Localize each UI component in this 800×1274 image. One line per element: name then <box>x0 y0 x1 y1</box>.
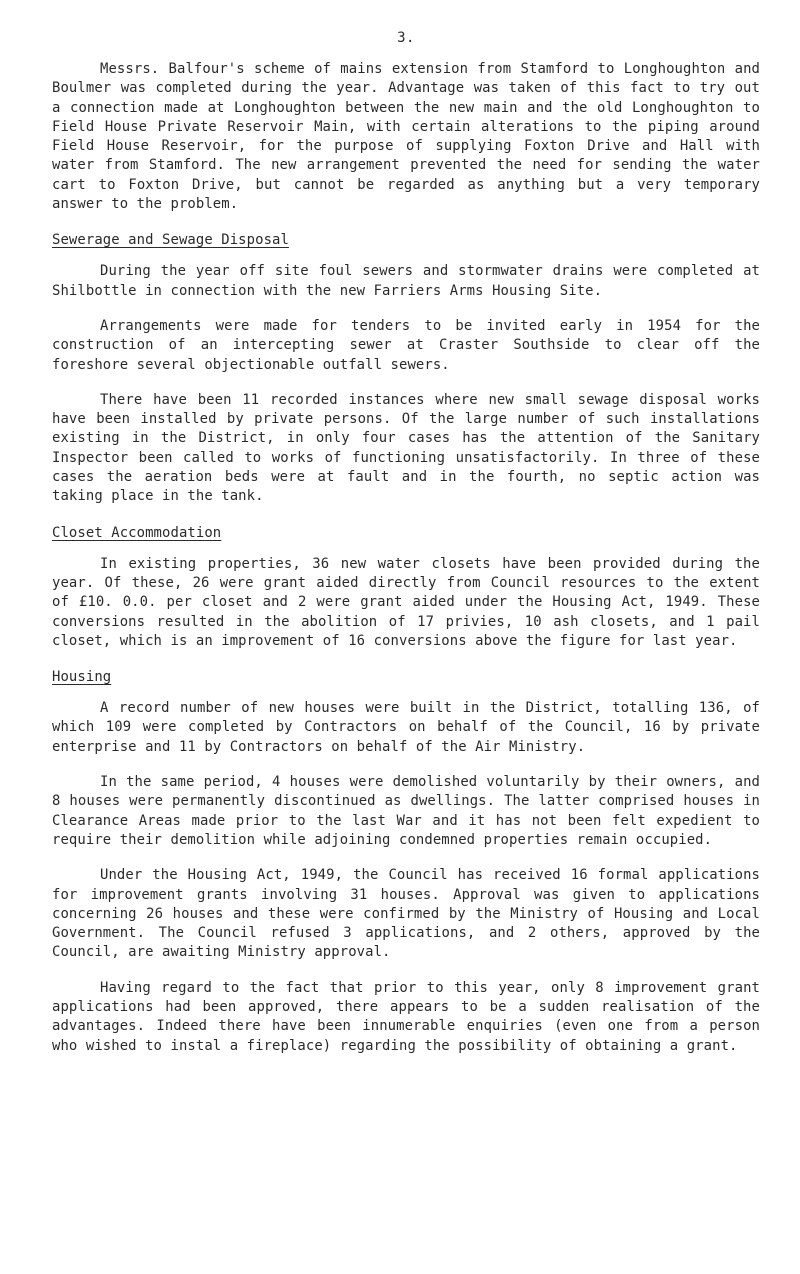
intro-paragraph-mains-extension: Messrs. Balfour's scheme of mains extension from Stamford to Longhoughton and Boulmer was completed during the year. Advantage was taken of this fact to try out a connection made at Longhoughton between the new main and the old Longhoughton to Field House Private Reservoir Main, with certain alterations to the piping around Field House Reservoir, for the purpose of supplying Foxton Drive and Hall with water from Stamford. The new arrangement prevented the need for sending the water cart to Foxton Drive, but cannot be regarded as anything but a very temporary answer to the problem. <box>52 61 760 213</box>
sewerage-paragraph-craster: Arrangements were made for tenders to be invited early in 1954 for the construction of an intercepting sewer at Craster Southside to clear off the foreshore several objectionable outfall sewers. <box>52 317 760 373</box>
section-heading-sewerage: Sewerage and Sewage Disposal <box>52 232 289 249</box>
sewerage-paragraph-private-works: There have been 11 recorded instances where new small sewage disposal works have been installed by private persons. Of the large number of such installations existing in the District, in only four cases has the attention of the Sanitary Inspector been called to works of functioning unsatisfactorily. In three of these cases the aeration beds were at fault and in the fourth, no septic action was taking place in the tank. <box>52 391 760 505</box>
section-heading-closet-accommodation: Closet Accommodation <box>52 524 222 541</box>
housing-paragraph-new-houses: A record number of new houses were built in the District, totalling 136, of which 109 were completed by Contractors on behalf of the Council, 16 by private enterprise and 11 by Contractors on behalf of the Air Ministry. <box>52 700 760 755</box>
housing-paragraph-enquiries: Having regard to the fact that prior to this year, only 8 improvement grant applications had been approved, there appears to be a sudden realisation of the advantages. Indeed there have been innumerable enquiries (even one from a person who wished to instal a fireplace) regarding the possibility of obtaining a grant. <box>52 979 760 1054</box>
closet-paragraph-water-closets: In existing properties, 36 new water closets have been provided during the year. Of these, 26 were grant aided directly from Council resources to the extent of £10. 0.0. per closet and 2 were grant aided under the Housing Act, 1949. These conversions resulted in the abolition of 17 privies, 10 ash closets, and 1 pail closet, which is an improvement of 16 conversions above the figure for last year. <box>52 555 760 649</box>
section-heading-housing: Housing <box>52 669 112 686</box>
housing-paragraph-improvement-grants: Under the Housing Act, 1949, the Council has received 16 formal applications for improvement grants involving 31 houses. Approval was given to applications concerning 26 houses and these were confirmed by the Ministry of Housing and Local Government. The Council refused 3 applications, and 2 others, approved by the Council, are awaiting Ministry approval. <box>52 867 760 961</box>
page-number: 3. <box>397 30 415 46</box>
housing-paragraph-demolitions: In the same period, 4 houses were demolished voluntarily by their owners, and 8 houses were permanently discontinued as dwellings. The latter comprised houses in Clearance Areas made prior to the last War and it has not been felt expedient to require their demolition while adjoining condemned properties remain occupied. <box>52 774 760 848</box>
sewerage-paragraph-shilbottle: During the year off site foul sewers and stormwater drains were completed at Shilbottle in connection with the new Farriers Arms Housing Site. <box>52 263 760 299</box>
